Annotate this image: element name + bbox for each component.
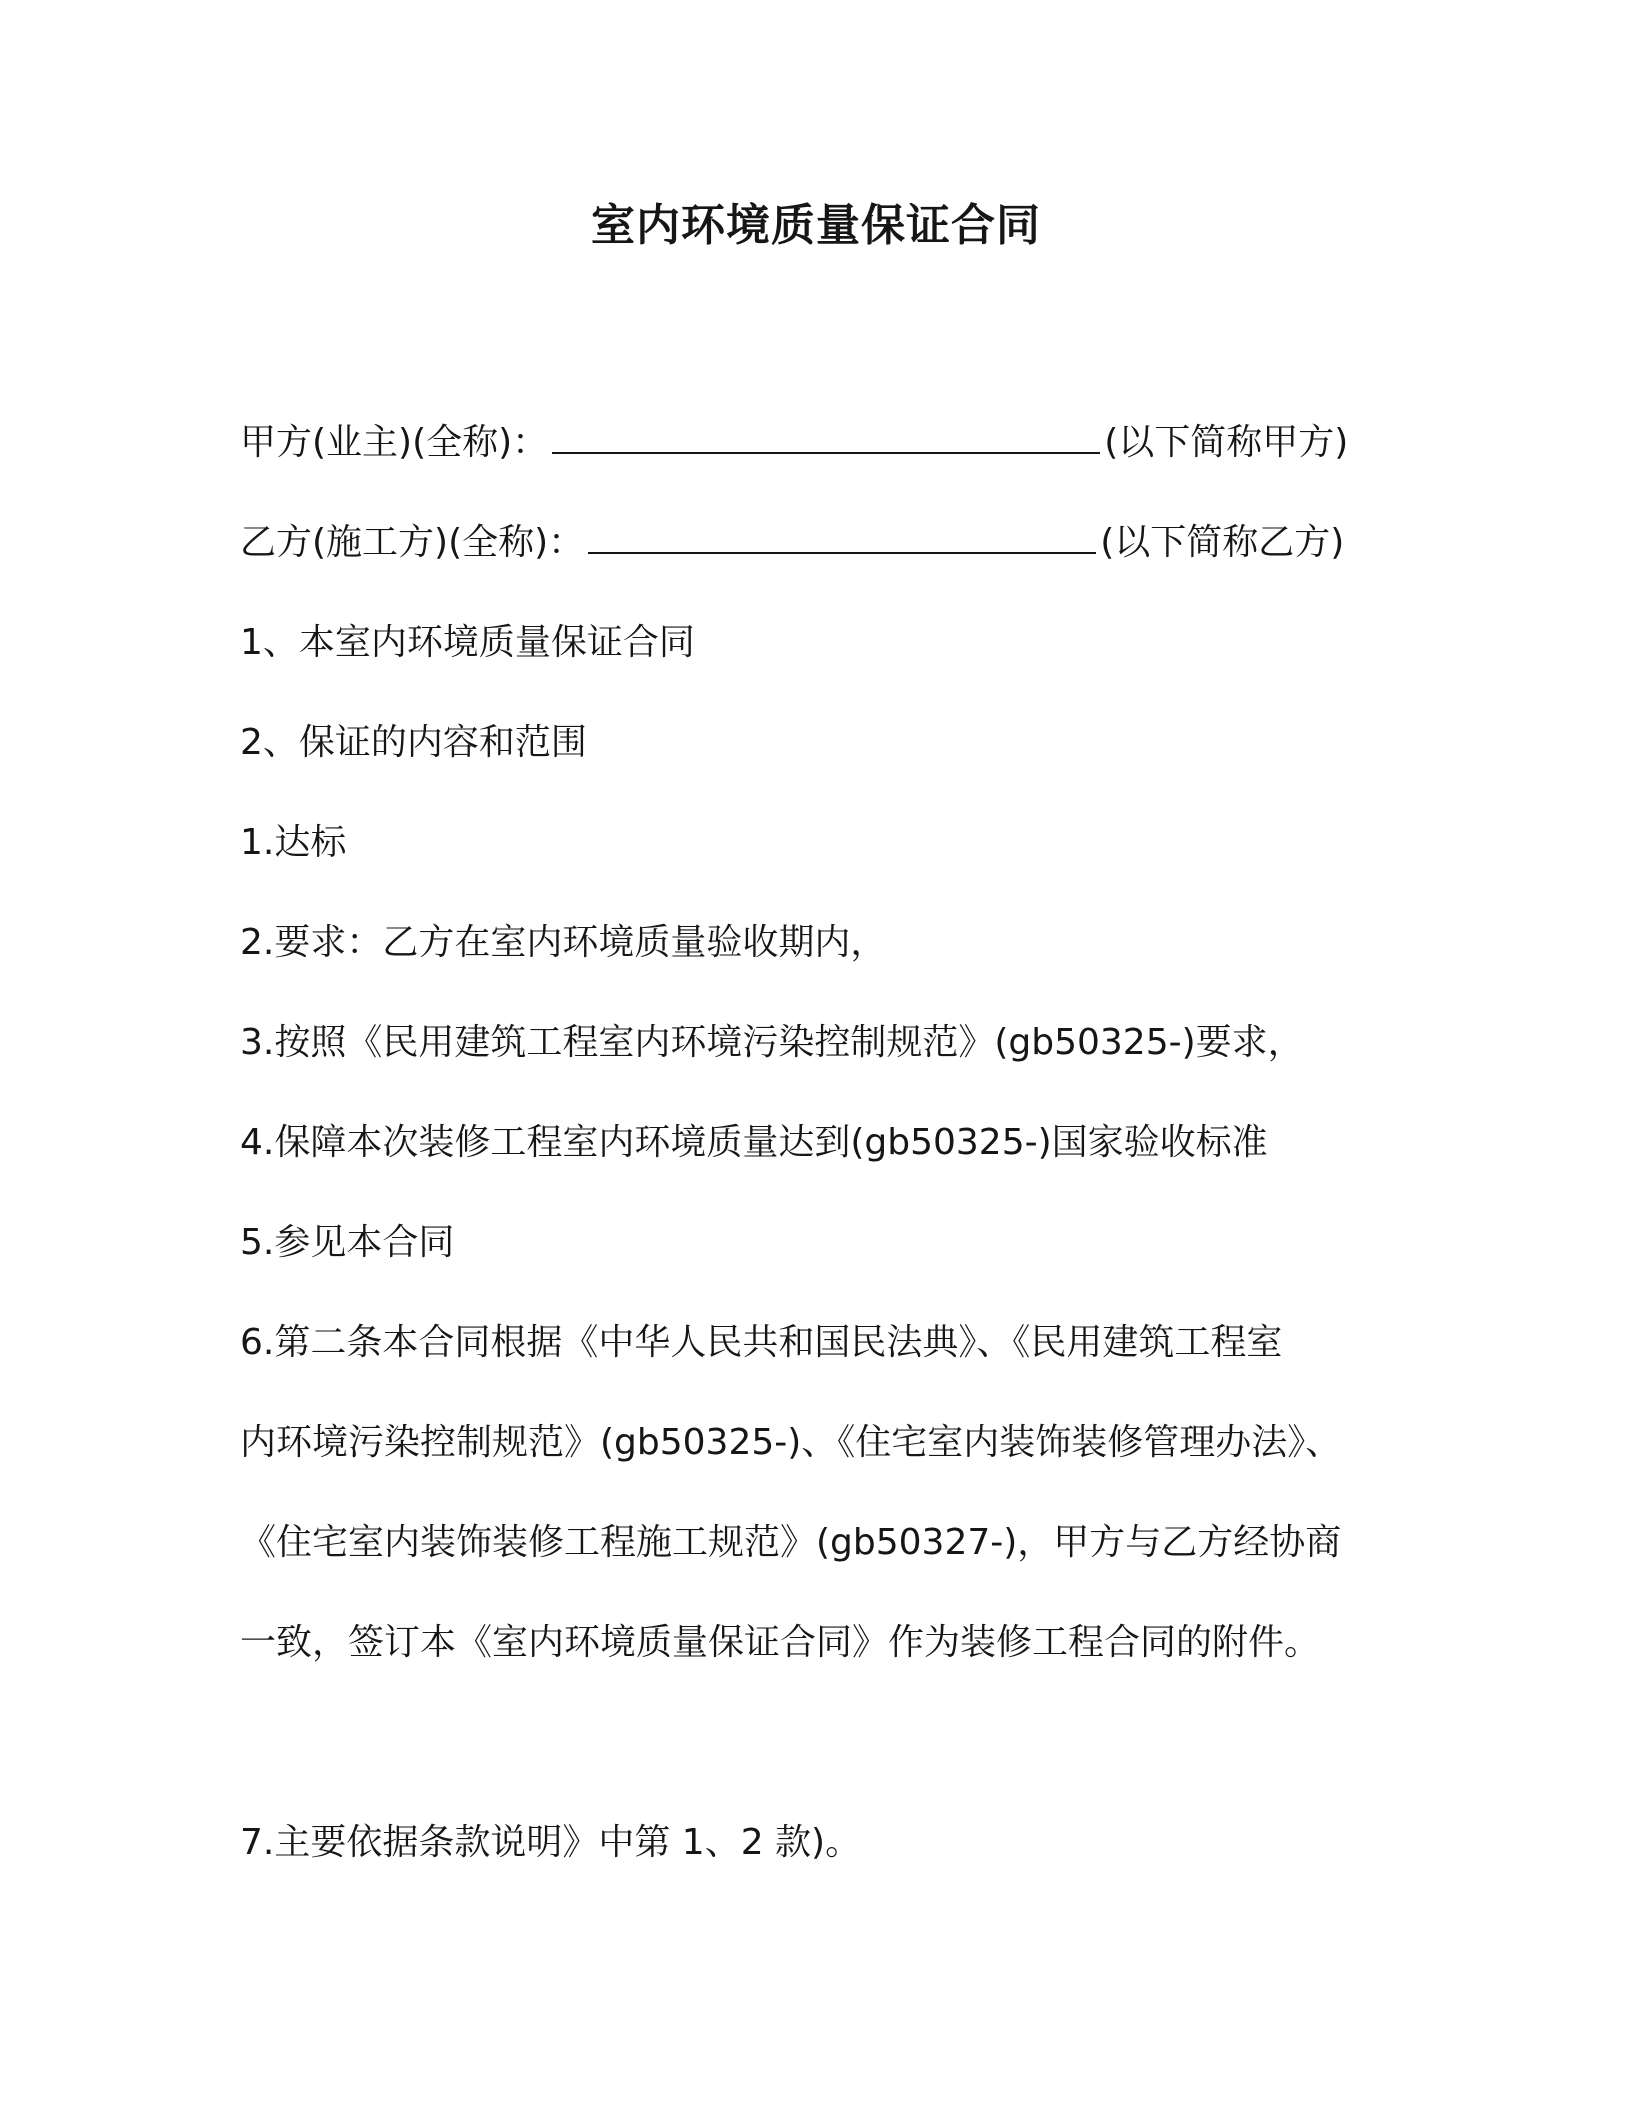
clause-line: 3.按照《民用建筑工程室内环境污染控制规范》(gb50325-)要求， bbox=[240, 1022, 1304, 1063]
party-a-line bbox=[240, 418, 1348, 468]
party-a-blank-field bbox=[552, 422, 1100, 454]
clause-line: 2.要求：乙方在室内环境质量验收期内， bbox=[240, 922, 887, 963]
clause-line: 1、本室内环境质量保证合同 bbox=[240, 622, 695, 663]
clause-line: 一致，签订本《室内环境质量保证合同》作为装修工程合同的附件。 bbox=[240, 1622, 1321, 1663]
party-a-label: 甲方(业主)(全称)： bbox=[240, 422, 549, 463]
party-b-label: 乙方(施工方)(全称)： bbox=[240, 522, 585, 563]
clause-line: 1.达标 bbox=[240, 822, 347, 863]
clause-line: 《住宅室内装饰装修工程施工规范》(gb50327-)，甲方与乙方经协商 bbox=[240, 1522, 1342, 1563]
party-a-suffix: (以下简称甲方) bbox=[1104, 422, 1349, 463]
clause-line: 7.主要依据条款说明》中第 1、2 款)。 bbox=[240, 1822, 862, 1863]
clause-line: 2、保证的内容和范围 bbox=[240, 722, 587, 763]
document-title: 室内环境质量保证合同 bbox=[591, 200, 1041, 251]
clause-line: 5.参见本合同 bbox=[240, 1222, 455, 1263]
clause-line: 6.第二条本合同根据《中华人民共和国民法典》、《民用建筑工程室 bbox=[240, 1322, 1283, 1363]
party-b-line bbox=[240, 518, 1344, 568]
party-b-blank-field bbox=[588, 522, 1096, 554]
party-b-suffix: (以下简称乙方) bbox=[1100, 522, 1345, 563]
clause-line: 4.保障本次装修工程室内环境质量达到(gb50325-)国家验收标准 bbox=[240, 1122, 1268, 1163]
clause-line: 内环境污染控制规范》(gb50325-)、《住宅室内装饰装修管理办法》、 bbox=[240, 1422, 1342, 1463]
